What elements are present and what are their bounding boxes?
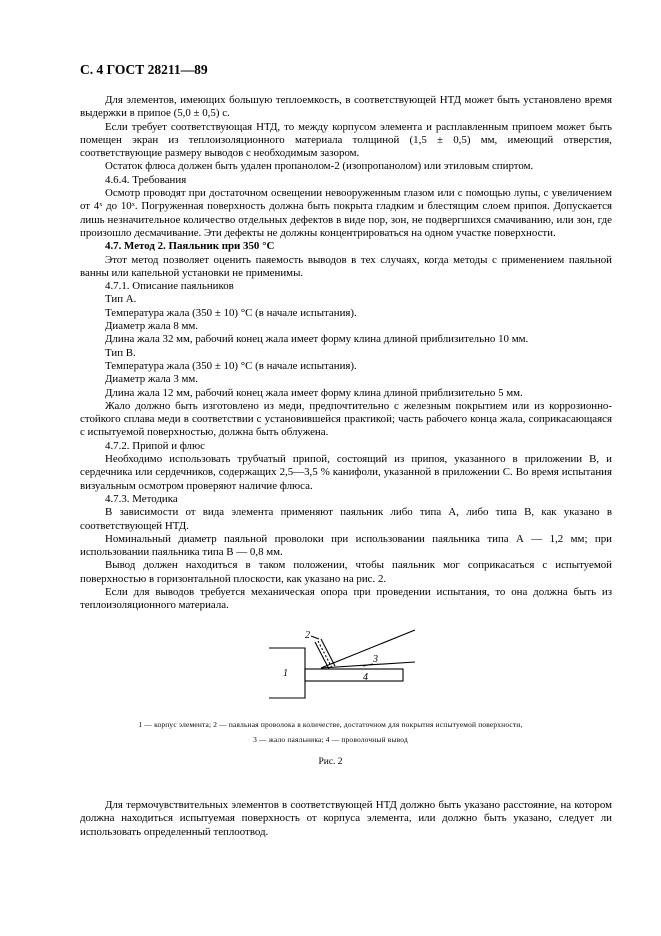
- caption-line: 3 — жало паяльника; 4 — проволочный вывод: [253, 735, 408, 744]
- paragraph: Тип В.: [105, 346, 136, 359]
- caption-line: 1 — корпус элемента; 2 — паяльная проволока в количестве, достаточном для покрытия испытуемой поверхности,: [138, 720, 523, 729]
- paragraph: Для термочувствительных элементов в соответствующей НТД должно быть указано расстояние, на котором должна находиться испытуемая поверхность от корпуса элемента, или должно быть указано, следует ли использовать определенный теплоотвод.: [80, 799, 612, 838]
- iron-tip-upper: [321, 630, 415, 668]
- paragraph: Жало должно быть изготовлено из меди, предпочтительно с железным покрытием или из коррозионно-стойкого сплава меди в соответствии с установившейся практикой; часть рабочего конца жала, соприкасающаяся с испытуемой поверхностью, должна быть облужена.: [80, 399, 612, 439]
- paragraph: Номинальный диаметр паяльной проволоки при использовании паяльника типа А — 1,2 мм; при использовании паяльника типа В — 0,8 мм.: [80, 532, 612, 559]
- paragraph: Длина жала 12 мм, рабочий конец жала имеет форму клина длиной приблизительно 5 мм.: [105, 386, 523, 399]
- paragraph: Если для выводов требуется механическая опора при проведении испытания, то она должна быть из теплоизоляционного материала.: [80, 585, 612, 612]
- method-heading: 4.7. Метод 2. Паяльник при 350 °С: [105, 240, 275, 253]
- label-2: 2: [305, 630, 310, 641]
- paragraph: Необходимо использовать трубчатый припой, состоящий из припоя, указанного в приложении В, и сердечника или сердечников, содержащих 2,5—3,5 % канифоли, указанной в приложении С. Во время испытания визуальным осмотром проверяют наличие флюса.: [80, 453, 612, 492]
- paragraph: Осмотр проводят при достаточном освещении невооруженным глазом или с помощью лупы, с увеличением от 4ˣ до 10ˣ. Погруженная поверхность должна быть покрыта гладким и блестящим слоем припоя. Допускается лишь незначительное количество отдельных дефектов в виде пор, зон, не подвергшихся смачиванию, или зон, где произошло десмачивание. Эти дефекты не должны концентрироваться на одном участке поверхности.: [80, 187, 612, 239]
- closing-text: [80, 799, 612, 839]
- body-text: [80, 94, 612, 613]
- paragraph: Если требует соответствующая НТД, то между корпусом элемента и расплавленным припоем может быть помещен экран из теплоизоляционного материала толщиной (1,5 ± 0,5) мм, имеющий отверстия, соответствующие размеру выводов с необходимым зазором.: [80, 120, 612, 160]
- solder-wire-outer: [315, 642, 329, 669]
- solder-wire-outer: [321, 639, 335, 666]
- figure-caption: [60, 717, 601, 747]
- solder-wire-core: [318, 641, 332, 668]
- section-heading: 4.7.2. Припой и флюс: [105, 439, 205, 452]
- paragraph: Температура жала (350 ± 10) °С (в начале испытания).: [105, 306, 357, 319]
- paragraph: В зависимости от вида элемента применяют паяльник либо типа А, либо типа В, как указано в соответствующей НТД.: [80, 506, 612, 532]
- wire-lead: [305, 669, 403, 681]
- paragraph: Остаток флюса должен быть удален пропанолом-2 (изопропанолом) или этиловым спиртом.: [105, 160, 534, 173]
- label-3: 3: [373, 654, 378, 665]
- section-heading: 4.7.1. Описание паяльников: [105, 280, 234, 293]
- section-heading: 4.7.3. Методика: [105, 492, 178, 505]
- label-1: 1: [283, 668, 288, 679]
- soldering-diagram: [255, 628, 425, 703]
- page-header: С. 4 ГОСТ 28211—89: [80, 62, 208, 77]
- paragraph: Длина жала 32 мм, рабочий конец жала имеет форму клина длиной приблизительно 10 мм.: [105, 333, 529, 346]
- paragraph: Этот метод позволяет оценить паяемость выводов в тех случаях, когда методы с применением паяльной ванны или капельной установки не применимы.: [80, 253, 612, 279]
- paragraph: Для элементов, имеющих большую теплоемкость, в соответствующей НТД может быть установлено время выдержки в припое (5,0 ± 0,5) с.: [80, 94, 612, 120]
- paragraph: Тип А.: [105, 293, 137, 306]
- paragraph: Диаметр жала 3 мм.: [105, 373, 198, 386]
- label-4: 4: [363, 672, 368, 683]
- paragraph: Вывод должен находиться в таком положении, чтобы паяльник мог соприкасаться с испытуемой поверхностью в горизонтальной плоскости, как указано на рис. 2.: [80, 559, 612, 585]
- paragraph: Диаметр жала 8 мм.: [105, 320, 198, 333]
- section-heading: 4.6.4. Требования: [105, 173, 187, 186]
- figure-label: Рис. 2: [318, 757, 343, 767]
- paragraph: Температура жала (350 ± 10) °С (в начале испытания).: [105, 359, 357, 372]
